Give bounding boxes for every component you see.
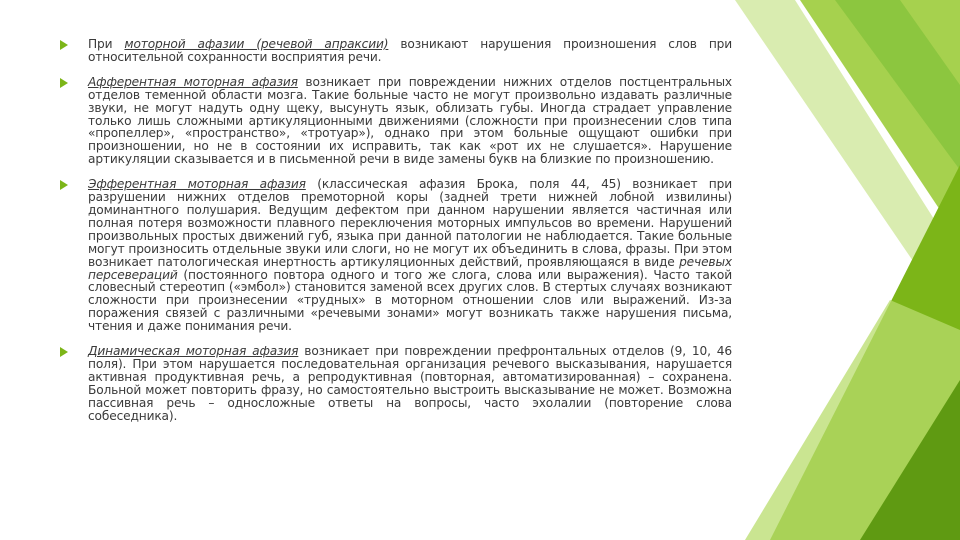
bullet-term-perseveration: речевых персевераций [88, 254, 732, 282]
bullet-text-continued: (постоянного повтора одного и того же слога, слова или выражения). Часто такой словесный стереотип («эмбол») становится заменой всех других слов. В стертых случаях возникают сложности при произнесении «трудных» в моторном отношении слов или выражений. Из-за поражения связей с различными «речевыми зонами» могут возникать также нарушения письма, чтения и даже понимания речи. [88, 267, 732, 334]
bullet-term: Эфферентная моторная афазия [88, 177, 306, 192]
bullet-arrow-icon [60, 40, 68, 50]
bullet-term: Динамическая моторная афазия [88, 344, 299, 359]
bullet-arrow-icon [60, 180, 68, 190]
slide-content [60, 38, 732, 434]
bullet-item-afferent-aphasia [60, 76, 732, 166]
bullet-term: Афферентная моторная афазия [88, 74, 298, 89]
bullet-arrow-icon [60, 78, 68, 88]
bullet-arrow-icon [60, 347, 68, 357]
bullet-term: моторной афазии (речевой апраксии) [124, 37, 389, 51]
bullet-text: возникает при повреждении префронтальных отделов (9, 10, 46 поля). При этом нарушается последовательная организация речевого высказывания, нарушается активная продуктивная речь, а репродуктивная (повторная, автоматизированная) – сохранена. Больной может повторить фразу, но самостоятельно выстроить высказывание не может. Возможна пассивная речь – односложные ответы на вопросы, часто эхолалии (повторение слова собеседника). [88, 344, 733, 423]
bullet-text: возникают нарушения произношения слов при относительной сохранности восприятия речи. [88, 37, 732, 64]
bullet-prefix: При [88, 37, 125, 51]
bullet-item-efferent-aphasia [60, 178, 732, 333]
bullet-text: (классическая афазия Брока, поля 44, 45) возникает при разрушении нижних отделов премоторной коры (задней трети нижней лобной извилины) доминантного полушария. Ведущим дефектом при данном нарушении является частичная или полная потеря возможности плавного переключения моторных импульсов во времени. Нарушений произвольных простых движений губ, языка при данной патологии не наблюдается. Такие больные могут произносить отдельные звуки или слоги, но не могут их объединить в слова, фразы. При этом возникает патологическая инертность артикуляционных действий, проявляющаяся в виде [88, 177, 732, 269]
bullet-text: возникает при повреждении нижних отделов постцентральных отделов теменной области мозга. Такие больные часто не могут произвольно издавать различные звуки, не могут надуть одну щеку, высунуть язык, облизать губы. Иногда страдает управление только лишь сложными артикуляционными движениями (сложности при произнесении слов типа «пропеллер», «пространство», «тротуар»), однако при этом больные ощущают ошибки при произношении, но не в состоянии их исправить, так как «рот их не слушается». Нарушение артикуляции сказывается и в письменной речи в виде замены букв на близкие по произношению. [88, 74, 732, 167]
bullet-item-motor-aphasia [60, 38, 732, 64]
bullet-item-dynamic-aphasia [60, 345, 732, 422]
